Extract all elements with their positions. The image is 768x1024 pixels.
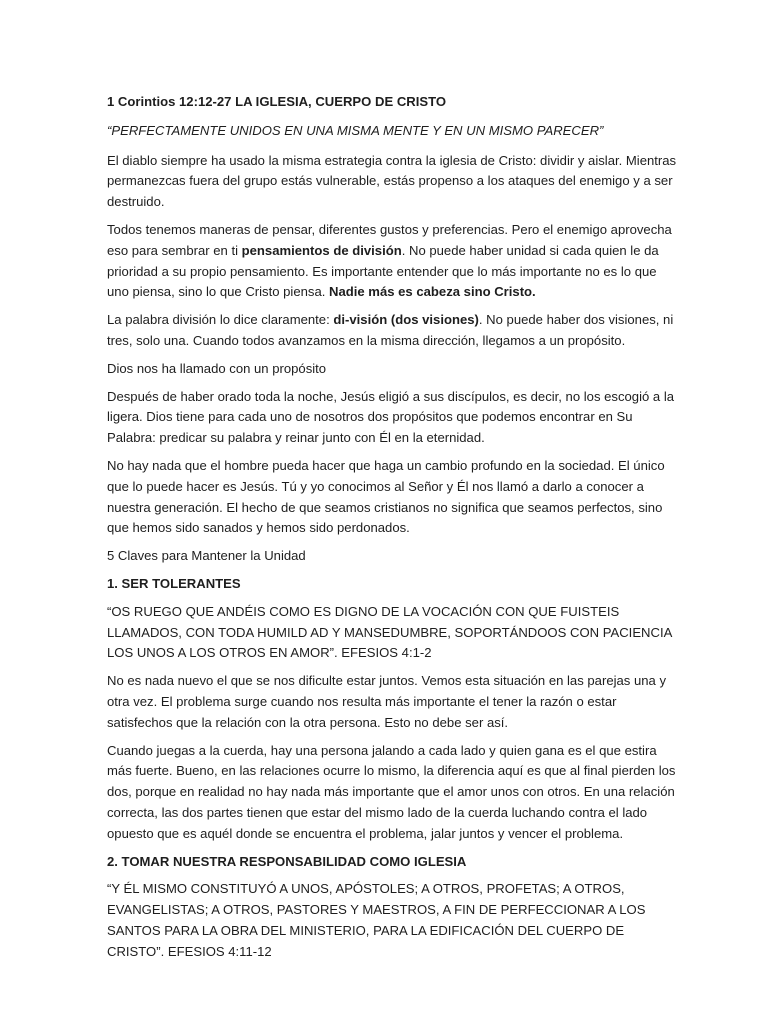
document-body (107, 92, 677, 969)
paragraph-7: No es nada nuevo el que se nos dificulte estar juntos. Vemos esta situación en las parejas una y otra vez. El problema surge cuando nos resulta más importante el tener la razón o estar satisfechos que la relación con la otra persona. Esto no debe ser así. (107, 673, 667, 730)
document-subtitle: “PERFECTAMENTE UNIDOS EN UNA MISMA MENTE Y EN UN MISMO PARECER” (107, 122, 604, 138)
paragraph-2-text-a: Todos tenemos maneras de pensar, diferentes gustos y preferencias. Pero el enemigo aprovecha eso para sembrar en ti (107, 221, 672, 258)
section-heading: 5 Claves para Mantener la Unidad (107, 548, 306, 564)
paragraph-1: El diablo siempre ha usado la misma estrategia contra la iglesia de Cristo: dividir y aislar. Mientras permanezcas fuera del grupo estás vulnerable, estás propenso a los ataques del enemigo y a ser destruido. (107, 152, 677, 210)
document-title: 1 Corintios 12:12-27 LA IGLESIA, CUERPO DE CRISTO (107, 94, 447, 109)
paragraph-6: No hay nada que el hombre pueda hacer que haga un cambio profundo en la sociedad. El único que lo puede hacer es Jesús. Tú y yo conocimos al Señor y Él nos llamó a darlo a conocer a nuestra generación. El hecho de que seamos cristianos no significa que seamos perfectos, sino que hemos sido sanados y hemos sido perdonados. (107, 457, 665, 536)
paragraph-2-emphasis-a: pensamientos de división (241, 242, 402, 258)
key-2-heading: 2. TOMAR NUESTRA RESPONSABILIDAD COMO IGLESIA (107, 853, 467, 869)
paragraph-8: Cuando juegas a la cuerda, hay una persona jalando a cada lado y quien gana es el que estira más fuerte. Bueno, en las relaciones ocurre lo mismo, la diferencia aquí es que al final pierden los dos, porque en realidad no hay nada más importante que el amor unos con otros. En una relación correcta, las dos partes tienen que estar del mismo lado de la cuerda luchando contra el lado opuesto que es aquél donde se encuentra el problema, jalar juntos y vencer el problema. (107, 742, 676, 841)
scripture-quote-1: “OS RUEGO QUE ANDÉIS COMO ES DIGNO DE LA VOCACIÓN CON QUE FUISTEIS LLAMADOS, CON TODA HUMILD AD Y MANSEDUMBRE, SOPORTÁNDOOS CON PACIENCIA LOS UNOS A LOS OTROS EN AMOR”. EFESIOS 4:1-2 (107, 603, 672, 661)
paragraph-2-emphasis-b: Nadie más es cabeza sino Cristo. (329, 284, 536, 300)
paragraph-3-text-b: . No puede haber dos visiones, ni tres, solo una. Cuando todos avanzamos en la misma dirección, llegamos a un propósito. (107, 312, 674, 348)
paragraph-2 (107, 220, 677, 303)
paragraph-3-emphasis: di-visión (dos visiones) (333, 312, 479, 328)
paragraph-4: Dios nos ha llamado con un propósito (107, 360, 327, 376)
paragraph-5: Después de haber orado toda la noche, Jesús eligió a sus discípulos, es decir, no los escogió a la ligera. Dios tiene para cada uno de nosotros dos propósitos que podemos encontrar en Su Palabra: predicar su palabra y reinar junto con Él en la eternidad. (107, 388, 675, 446)
scripture-quote-2: “Y ÉL MISMO CONSTITUYÓ A UNOS, APÓSTOLES; A OTROS, PROFETAS; A OTROS, EVANGELISTAS; A OTROS, PASTORES Y MAESTROS, A FIN DE PERFECCIONAR A LOS SANTOS PARA LA OBRA DEL MINISTERIO, PARA LA EDIFICACIÓN DEL CUERPO DE CRISTO”. EFESIOS 4:11-12 (107, 881, 646, 959)
paragraph-2-text-b: . No puede haber unidad si cada quien le da prioridad a su propio pensamiento. Es importante entender que lo más importante no es lo que uno piensa, sino lo que Cristo piensa. (107, 242, 659, 300)
paragraph-3 (107, 310, 677, 352)
key-1-heading: 1. SER TOLERANTES (107, 575, 241, 591)
paragraph-3-text-a: La palabra división lo dice claramente: (107, 312, 334, 328)
